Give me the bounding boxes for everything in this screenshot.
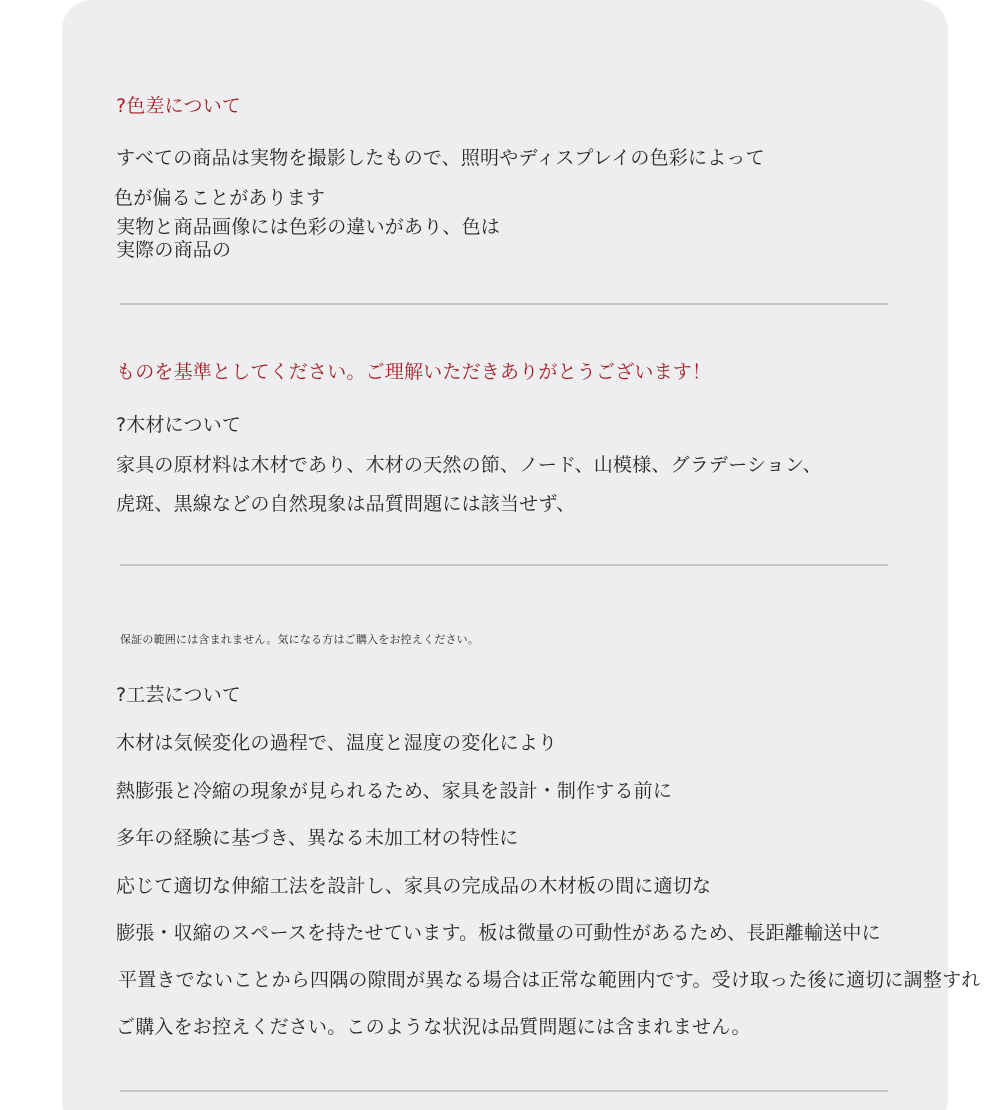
color-section-heading: ?色差について [116, 95, 242, 117]
color-section-line-4: 実際の商品の [116, 239, 232, 261]
craft-section-line-6: 平置きでないことから四隅の隙間が異なる場合は正常な範囲内です。受け取った後に適切に調整すれ [118, 969, 981, 991]
color-section-line-1: すべての商品は実物を撮影したもので、照明やディスプレイの色彩によって [116, 147, 765, 169]
section-divider [120, 303, 888, 305]
wood-section-line-2: 虎斑、黒線などの自然現象は品質問題には該当せず、 [116, 493, 576, 515]
section-divider [120, 1090, 888, 1092]
craft-section-line-2: 熱膨張と冷縮の現象が見られるため、家具を設計・制作する前に [116, 780, 673, 802]
wood-section-line-1: 家具の原材料は木材であり、木材の天然の節、ノード、山模様、グラデーション、 [116, 454, 822, 476]
wood-section-heading: ?木材について [116, 414, 242, 436]
craft-section-line-7: ご購入をお控えください。このような状況は品質問題には含まれません。 [116, 1016, 751, 1038]
section-divider [120, 564, 888, 566]
color-section-closing: ものを基準としてください。ご理解いただきありがとうございます！ [116, 361, 712, 383]
craft-section-line-1: 木材は気候変化の過程で、温度と湿度の変化により [116, 732, 558, 754]
color-section-line-2: 色が偏ることがあります [114, 187, 326, 209]
wood-section-note: 保証の範囲には含まれません。気になる方はご購入をお控えください。 [120, 633, 480, 646]
craft-section-line-4: 応じて適切な伸縮工法を設計し、家具の完成品の木材板の間に適切な [116, 875, 712, 897]
color-section-line-3: 実物と商品画像には色彩の違いがあり、色は [116, 216, 501, 238]
craft-section-heading: ?工芸について [116, 684, 242, 706]
craft-section-line-5: 膨張・収縮のスペースを持たせています。板は微量の可動性があるため、長距離輸送中に [116, 922, 881, 944]
craft-section-line-3: 多年の経験に基づき、異なる未加工材の特性に [116, 827, 519, 849]
